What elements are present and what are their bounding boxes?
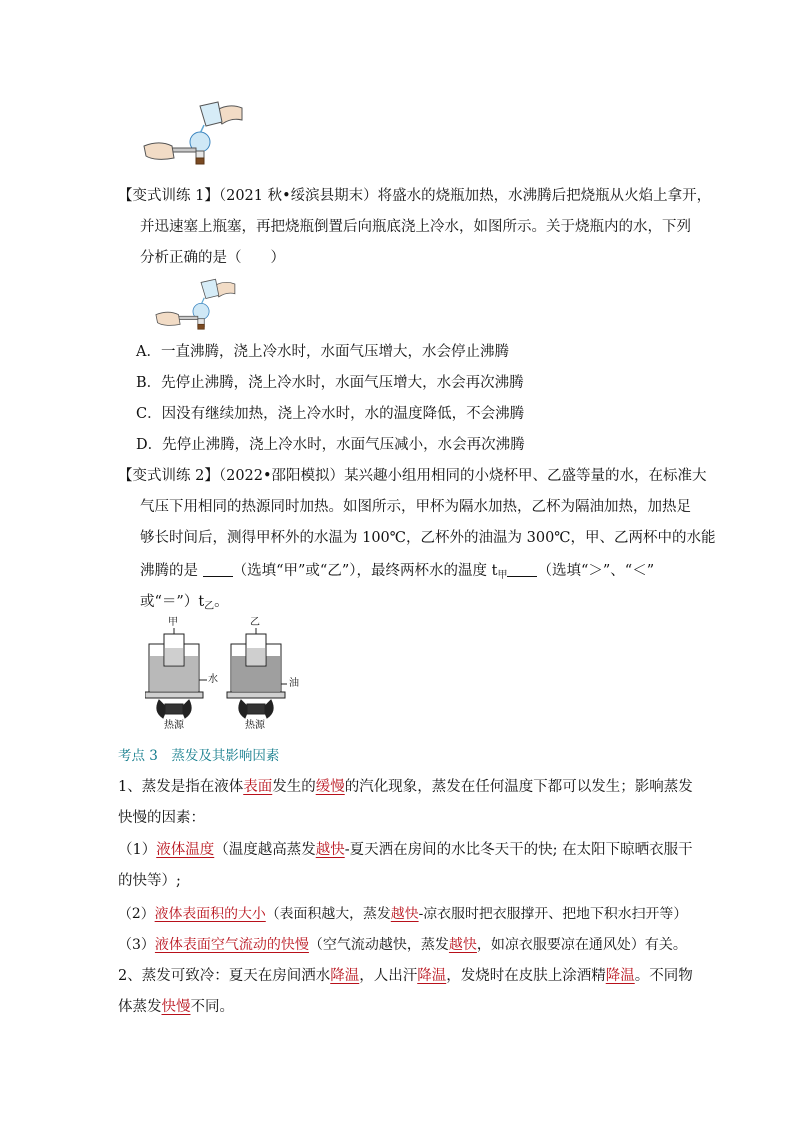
v1-option-d: D．先停止沸腾，浇上冷水时，水面气压减小，水会再次沸腾: [136, 437, 525, 453]
factor-2: （2）液体表面积的大小（表面积越大，蒸发越快-凉衣服时把衣服撑开、把地下积水扫开等）: [118, 906, 688, 922]
flask-pour-figure-v1: [148, 276, 242, 334]
label-oil: 油: [289, 678, 299, 689]
blank-1[interactable]: [203, 562, 233, 577]
factor-1-line-1: （1）液体温度（温度越高蒸发越快-夏天洒在房间的水比冬天干的快; 在太阳下晾晒衣服干: [118, 842, 693, 858]
factor-1-line-2: 的快等）;: [118, 873, 181, 889]
v2-line-4: 沸腾的是 （选填“甲”或“乙”），最终两杯水的温度 $t_甲$ （选填“＞”、“＜”: [140, 563, 655, 581]
p1-line-2: 快慢的因素：: [118, 810, 205, 826]
label-jia: 甲: [168, 617, 178, 628]
label-yi: 乙: [250, 617, 260, 628]
v1-option-a: A．一直沸腾，浇上冷水时，水面气压增大，水会停止沸腾: [136, 344, 509, 360]
v2-line-5: 或“$=”)t_乙$。: [140, 594, 229, 612]
v2-line-2: 气压下用相同的热源同时加热。如图所示，甲杯为隔水加热，乙杯为隔油加热，加热足: [140, 499, 691, 515]
label-water: 水: [208, 674, 218, 685]
v2-source: （2022•邵阳模拟）: [218, 468, 345, 484]
v1-option-c: C．因没有继续加热，浇上冷水时，水的温度降低，不会沸腾: [136, 406, 525, 422]
v2-line-1: 【变式训练 2】（2022•邵阳模拟）某兴趣小组用相同的小烧杯甲、乙盛等量的水，在标准大: [118, 468, 707, 484]
flask-pour-figure-top: [140, 98, 245, 170]
factor-3: （3）液体表面空气流动的快慢（空气流动越快，蒸发越快，如凉衣服要凉在通风处）有关。: [118, 937, 687, 953]
v2-heading: 【变式训练 2】: [118, 468, 219, 484]
v1-line-1: 【变式训练 1】（2021 秋•绥滨县期末）将盛水的烧瓶加热，水沸腾后把烧瓶从火焰上拿开，: [118, 188, 712, 204]
label-heat-right: 热源: [245, 720, 265, 731]
section-title: 考点 3 蒸发及其影响因素: [118, 748, 280, 764]
flask-pour-icon: [144, 102, 242, 164]
p2-line-2: 体蒸发快慢不同。: [118, 999, 234, 1015]
p1-line-1: 1、蒸发是指在液体表面发生的缓慢的汽化现象，蒸发在任何温度下都可以发生；影响蒸发: [118, 779, 693, 795]
v1-line-3: 分析正确的是（ ）: [140, 250, 285, 266]
v1-source: （2021 秋•绥滨县期末）: [218, 188, 378, 204]
v1-line-2: 并迅速塞上瓶塞，再把烧瓶倒置后向瓶底浇上冷水，如图所示。关于烧瓶内的水，下列: [140, 219, 691, 235]
label-heat-left: 热源: [164, 720, 184, 731]
p2-line-1: 2、蒸发可致冷：夏天在房间洒水降温，人出汗降温，发烧时在皮肤上涂酒精降温。不同物: [118, 968, 693, 984]
blank-2[interactable]: [507, 562, 537, 577]
v1-heading: 【变式训练 1】: [118, 188, 219, 204]
beaker-heating-figure: [145, 620, 305, 736]
v1-option-b: B．先停止沸腾，浇上冷水时，水面气压增大，水会再次沸腾: [136, 375, 524, 391]
v2-line-3: 够长时间后，测得甲杯外的水温为 100℃，乙杯外的油温为 300℃，甲、乙两杯中的水能: [140, 530, 716, 546]
